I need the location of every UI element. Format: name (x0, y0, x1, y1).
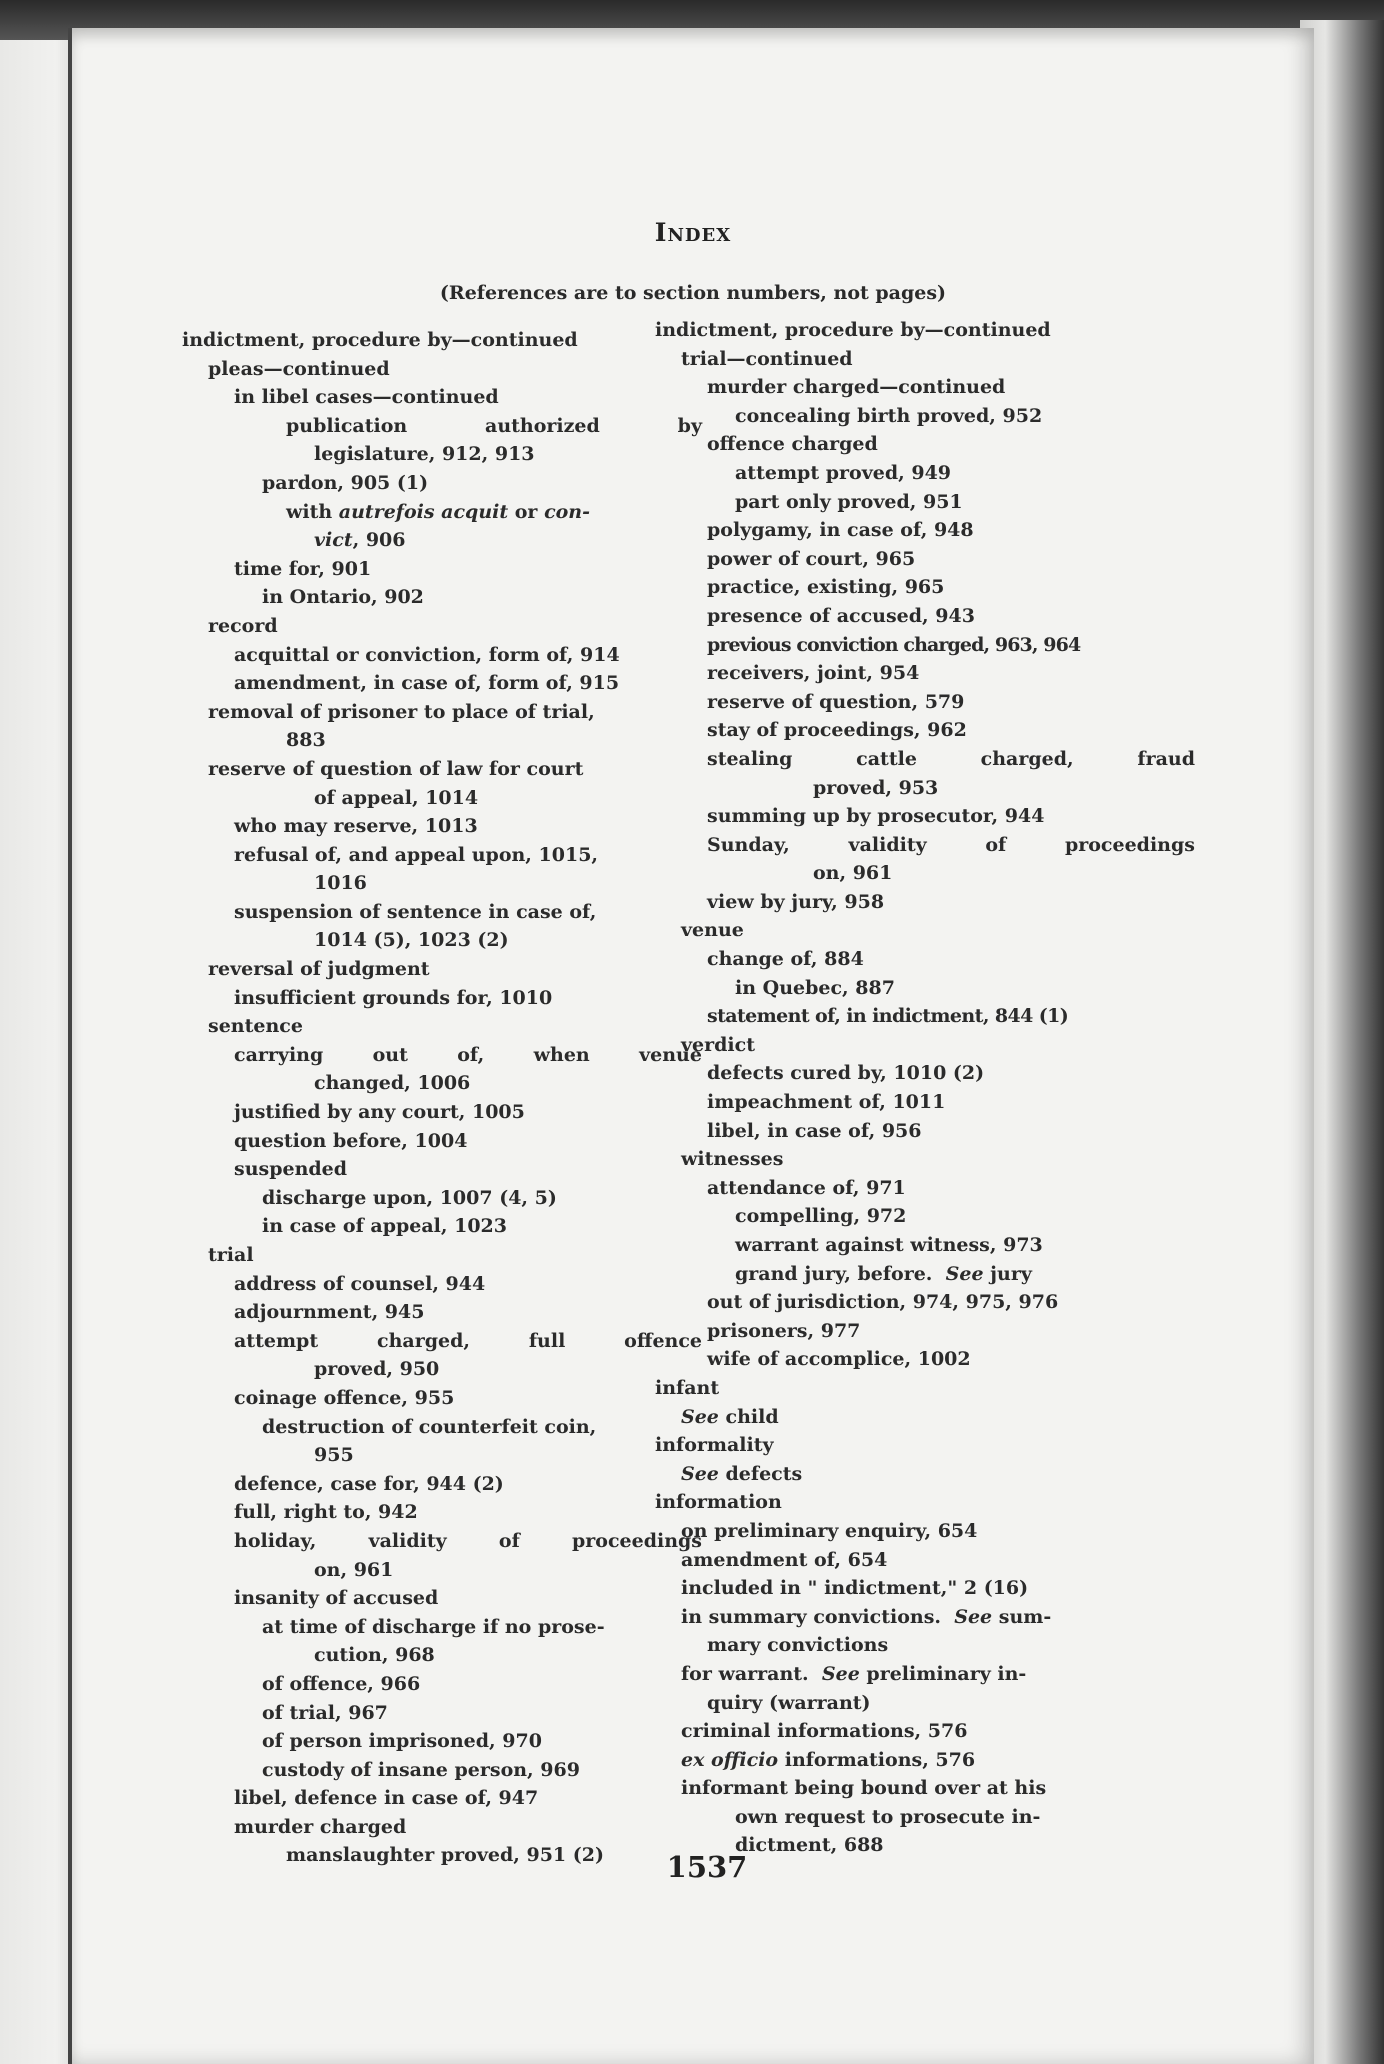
index-entry: for warrant. See preliminary in- (681, 1662, 1027, 1685)
page-subtitle: (References are to section numbers, not pages) (439, 282, 947, 304)
index-entry: witnesses (681, 1148, 784, 1171)
index-entry: summing up by prosecutor, 944 (707, 805, 1045, 828)
index-entry: view by jury, 958 (707, 890, 885, 913)
index-entry: proved, 950 (314, 1358, 440, 1381)
index-entry: stay of proceedings, 962 (707, 719, 967, 742)
page-number: 1537 (666, 1850, 748, 1884)
index-entry: trial (208, 1244, 254, 1266)
index-entry: of offence, 966 (262, 1672, 421, 1695)
word: proceedings (1064, 833, 1195, 856)
index-entry: in libel cases—continued (234, 386, 499, 409)
index-entry: legislature, 912, 913 (314, 443, 535, 466)
index-entry: acquittal or conviction, form of, 914 (234, 643, 620, 666)
index-entry: discharge upon, 1007 (4, 5) (262, 1186, 557, 1209)
index-entry: at time of discharge if no prose- (262, 1615, 605, 1638)
index-entry: with autrefois acquit or con- (286, 500, 591, 523)
index-entry: defence, case for, 944 (2) (234, 1472, 504, 1495)
index-entry: previous conviction charged, 963, 964 (707, 633, 1081, 656)
index-entry: compelling, 972 (735, 1205, 907, 1228)
index-entry: receivers, joint, 954 (707, 662, 920, 685)
index-entry: informant being bound over at his (681, 1777, 1047, 1800)
index-entry: mary convictions (707, 1634, 889, 1657)
index-entry: of trial, 967 (262, 1701, 388, 1724)
index-entry: presence of accused, 943 (707, 604, 975, 627)
index-entry: full, right to, 942 (234, 1501, 418, 1524)
index-entry: quiry (warrant) (707, 1691, 871, 1714)
index-entry: part only proved, 951 (735, 490, 963, 513)
index-entry: changed, 1006 (314, 1072, 471, 1095)
word: validity (848, 833, 927, 856)
index-entry: impeachment of, 1011 (707, 1091, 946, 1114)
index-entry: libel, in case of, 956 (707, 1119, 922, 1142)
index-entry: reserve of question of law for court (208, 757, 584, 780)
index-entry: cution, 968 (314, 1644, 435, 1667)
word: charged, (377, 1329, 470, 1352)
index-entry: own request to prosecute in- (735, 1805, 1041, 1828)
word: validity (368, 1529, 447, 1552)
index-entry: in Quebec, 887 (735, 976, 895, 999)
word: Sunday, (707, 833, 790, 856)
word: fraud (1137, 747, 1195, 770)
index-entry: verdict (681, 1033, 755, 1056)
index-entry: See defects (681, 1462, 803, 1485)
index-entry: dictment, 688 (735, 1834, 884, 1857)
index-entry: in summary convictions. See sum- (681, 1605, 1052, 1628)
index-entry: on, 961 (813, 862, 893, 885)
index-entry: pardon, 905 (1) (262, 471, 429, 494)
word: carrying (234, 1043, 324, 1066)
index-entry: polygamy, in case of, 948 (707, 519, 974, 542)
word: attempt (234, 1329, 319, 1352)
index-entry: amendment, in case of, form of, 915 (234, 672, 620, 695)
index-entry: suspended (234, 1158, 348, 1181)
index-entry: out of jurisdiction, 974, 975, 976 (707, 1291, 1059, 1314)
index-entry: indictment, procedure by—continued (182, 329, 578, 351)
index-entry: prisoners, 977 (707, 1319, 861, 1342)
index-entry: refusal of, and appeal upon, 1015, (234, 843, 599, 866)
index-entry: address of counsel, 944 (234, 1272, 486, 1295)
index-entry: on preliminary enquiry, 654 (681, 1519, 978, 1542)
index-entry: 955 (314, 1444, 354, 1467)
index-entry: amendment of, 654 (681, 1548, 888, 1571)
index-entry: custody of insane person, 969 (262, 1758, 580, 1781)
word: authorized (485, 414, 600, 437)
index-entry: murder charged (234, 1815, 407, 1838)
index-entry: informality (655, 1434, 774, 1457)
index-entry: in case of appeal, 1023 (262, 1215, 507, 1238)
index-entry: coinage offence, 955 (234, 1386, 455, 1409)
word: stealing (707, 747, 793, 770)
index-entry: in Ontario, 902 (262, 586, 424, 609)
index-entry: suspension of sentence in case of, (234, 900, 597, 923)
index-entry: insanity of accused (234, 1587, 439, 1610)
index-entry: on, 961 (314, 1558, 394, 1581)
word: offence (624, 1329, 702, 1352)
word: venue (639, 1043, 702, 1066)
index-entry: justified by any court, 1005 (234, 1101, 525, 1124)
index-entry: offence charged (707, 433, 878, 456)
index-entry (655, 745, 1195, 774)
index-entry: See child (681, 1405, 779, 1428)
word: charged, (980, 747, 1074, 770)
index-entry: of appeal, 1014 (314, 786, 479, 809)
index-entry: destruction of counterfeit coin, (262, 1415, 597, 1438)
index-entry: sentence (208, 1015, 303, 1038)
index-entry: indictment, procedure by—continued (655, 319, 1051, 341)
word: when (533, 1043, 590, 1066)
index-column-left (182, 326, 702, 1870)
word: cattle (856, 747, 917, 770)
index-entry: grand jury, before. See jury (735, 1262, 1032, 1285)
index-entry: libel, defence in case of, 947 (234, 1787, 539, 1810)
index-entry: 1014 (5), 1023 (2) (314, 929, 509, 952)
index-entry: removal of prisoner to place of trial, (208, 700, 595, 723)
word: of, (457, 1043, 485, 1066)
word: full (528, 1329, 566, 1352)
index-entry (655, 831, 1195, 860)
index-entry: infant (655, 1376, 720, 1399)
index-entry: included in " indictment," 2 (16) (681, 1577, 1029, 1600)
index-entry: criminal informations, 576 (681, 1720, 968, 1743)
word: of (498, 1529, 520, 1552)
index-column-right (655, 316, 1195, 1860)
index-entry: insufficient grounds for, 1010 (234, 986, 553, 1009)
index-entry: question before, 1004 (234, 1129, 468, 1152)
index-entry: pleas—continued (208, 357, 390, 380)
book-page (68, 28, 1314, 2064)
index-entry (182, 412, 702, 441)
word: holiday, (234, 1529, 317, 1552)
index-entry: reversal of judgment (208, 958, 430, 981)
index-entry: practice, existing, 965 (707, 576, 945, 599)
index-entry (182, 1327, 702, 1356)
index-entry: concealing birth proved, 952 (735, 404, 1043, 427)
index-entry: attempt proved, 949 (735, 461, 952, 484)
index-entry: time for, 901 (234, 557, 372, 580)
index-entry: information (655, 1491, 782, 1514)
word: of (985, 833, 1007, 856)
index-entry: power of court, 965 (707, 547, 916, 570)
index-entry: trial—continued (681, 347, 853, 370)
index-entry: change of, 884 (707, 948, 864, 971)
index-entry: of person imprisoned, 970 (262, 1730, 542, 1753)
index-entry: 1016 (314, 872, 367, 895)
index-entry: record (208, 614, 278, 637)
word: by (677, 414, 702, 437)
index-entry: murder charged—continued (707, 376, 1006, 399)
index-entry: adjournment, 945 (234, 1301, 425, 1324)
index-entry (182, 1041, 702, 1070)
word: out (372, 1043, 408, 1066)
title-text: Index (654, 218, 732, 247)
index-entry: attendance of, 971 (707, 1176, 906, 1199)
index-entry: defects cured by, 1010 (2) (707, 1062, 985, 1085)
index-entry: reserve of question, 579 (707, 690, 965, 713)
index-entry: vict, 906 (314, 529, 406, 552)
index-entry: warrant against witness, 973 (735, 1234, 1043, 1256)
index-entry: proved, 953 (813, 776, 939, 799)
index-entry: venue (681, 919, 744, 942)
index-entry: ex officio informations, 576 (681, 1748, 976, 1771)
word: proceedings (571, 1529, 702, 1552)
index-entry (182, 1527, 702, 1556)
index-entry: statement of, in indictment, 844 (1) (707, 1005, 1069, 1028)
page-title (72, 218, 1314, 247)
index-entry: manslaughter proved, 951 (2) (286, 1844, 604, 1867)
index-entry: 883 (286, 729, 326, 752)
word: publication (286, 414, 408, 437)
index-entry: who may reserve, 1013 (234, 815, 478, 838)
index-entry: wife of accomplice, 1002 (707, 1348, 971, 1371)
